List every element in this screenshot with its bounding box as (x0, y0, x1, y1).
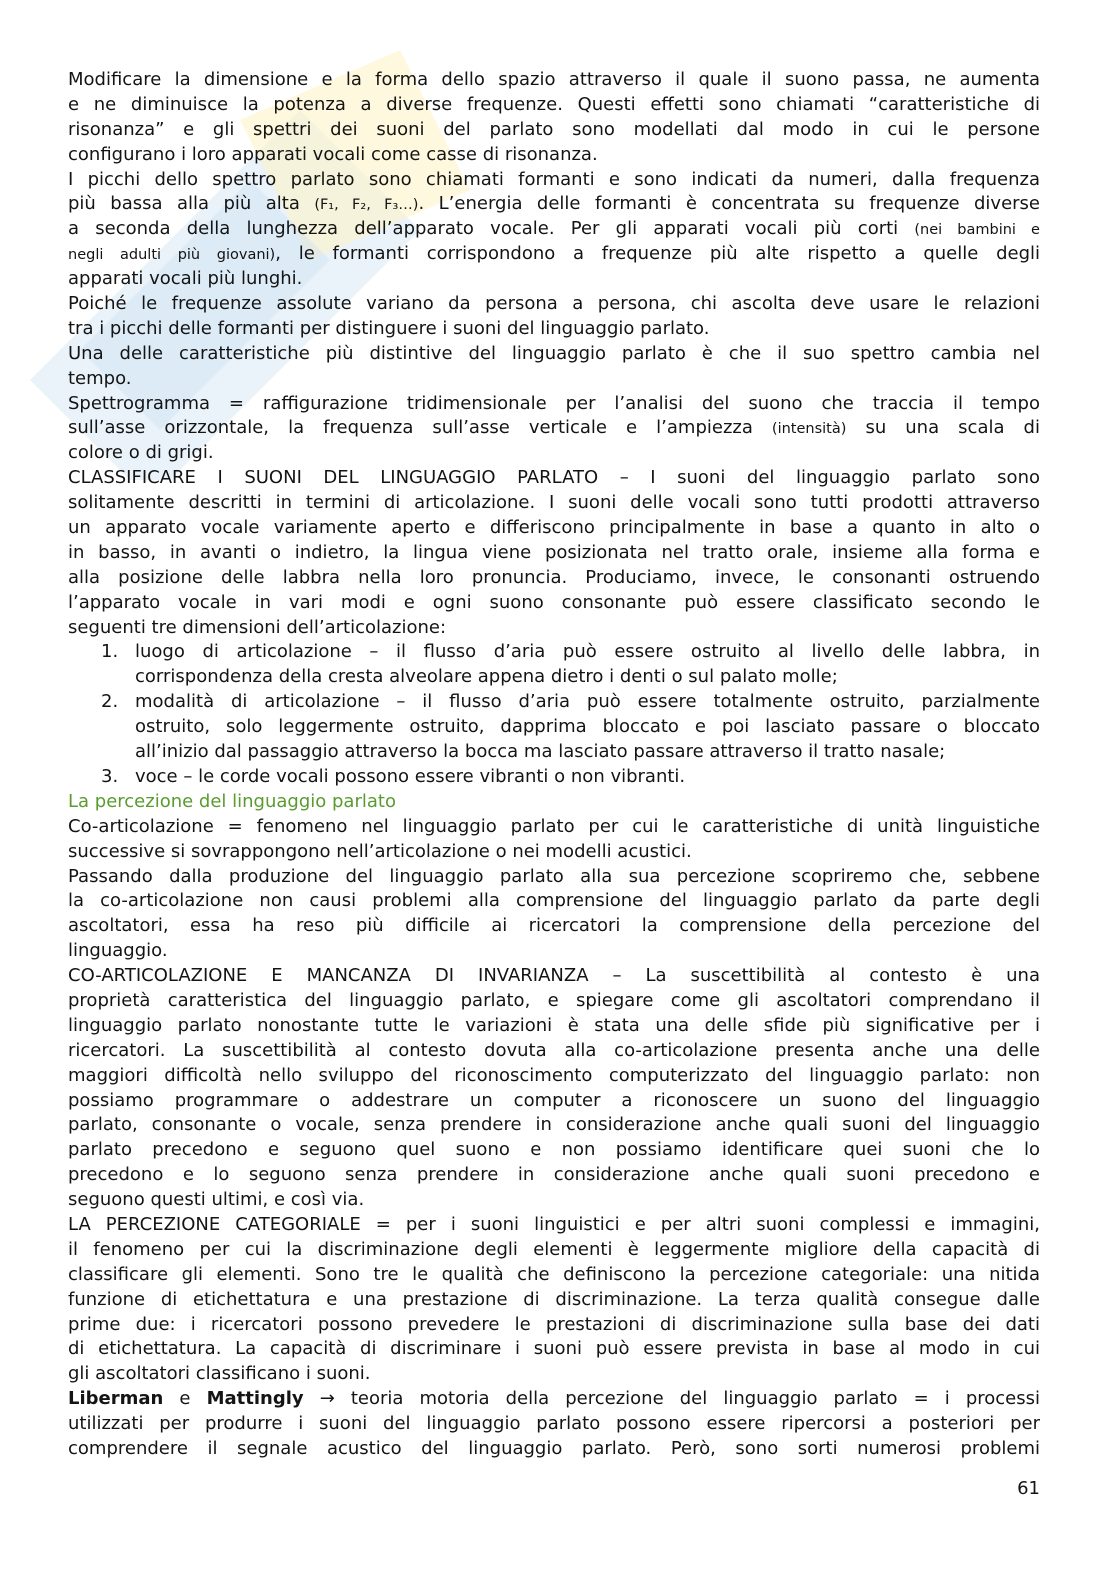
text-line: CLASSIFICARE I SUONI DEL LINGUAGGIO PARLATO – I suoni del linguaggio parlato sono (68, 467, 1040, 489)
text-line: seguenti tre dimensioni dell’articolazione: (68, 616, 447, 638)
section-heading (68, 790, 1040, 815)
list-number: 2. (101, 691, 119, 713)
text-line: utilizzati per produrre i suoni del linguaggio parlato possono essere ripercorsi a posteriori per (68, 1413, 1040, 1435)
text-line: l’apparato vocale in vari modi e ogni suono consonante può essere classificato secondo le (68, 591, 1040, 613)
paragraph (68, 1213, 1040, 1387)
text-line: I picchi dello spettro parlato sono chiamati formanti e sono indicati da numeri, dalla frequenza (68, 168, 1040, 190)
list-item (68, 640, 1040, 690)
text-line (68, 242, 1040, 267)
text-line: il fenomeno per cui la discriminazione degli elementi è leggermente migliore della capacità di (68, 1238, 1040, 1260)
text-line: Spettrogramma = raffigurazione tridimensionale per l’analisi del suono che traccia il tempo (68, 392, 1040, 414)
text-line (68, 416, 1040, 441)
text-segment: , le formanti corrispondono a frequenze più alte rispetto a quelle degli (275, 243, 1040, 265)
text-segment: su una scala di (846, 417, 1040, 439)
small-text: (F₁, F₂, F₃…) (314, 197, 419, 214)
small-text: negli adulti più giovani) (68, 247, 276, 264)
text-line: ricercatori. La suscettibilità al contesto dovuta alla co-articolazione presenta anche una delle (68, 1039, 1040, 1061)
text-segment: . L’energia delle formanti è concentrata su frequenze diverse (418, 193, 1041, 215)
text-line: e ne diminuisce la potenza a diverse frequenze. Questi effetti sono chiamati “caratteristiche di (68, 93, 1040, 115)
text-line: tra i picchi delle formanti per distinguere i suoni del linguaggio parlato. (68, 317, 710, 339)
text-line: prime due: i ricercatori possono prevedere le prestazioni di discriminazione sulla base dei dati (68, 1313, 1040, 1335)
text-line: La percezione del linguaggio parlato (68, 790, 396, 812)
text-line: un apparato vocale variamente aperto e differiscono principalmente in base a quanto in alto o (68, 517, 1040, 539)
paragraph (68, 392, 1040, 467)
text-line: linguaggio parlato nonostante tutte le variazioni è stata una delle sfide più significative per i (68, 1014, 1040, 1036)
text-segment: → teoria motoria della percezione del linguaggio parlato = i processi (303, 1388, 1040, 1410)
text-line: all’inizio dal passaggio attraverso la bocca ma lasciato passare attraverso il tratto nasale; (135, 741, 946, 763)
text-line: risonanza” e gli spettri dei suoni del parlato sono modellati dal modo in cui le persone (68, 118, 1040, 140)
paragraph (68, 342, 1040, 392)
text-segment: e (163, 1388, 207, 1410)
paragraph (68, 68, 1040, 168)
text-line: colore o di grigi. (68, 442, 214, 464)
text-line: maggiori difficoltà nello sviluppo del riconoscimento computerizzato del linguaggio parlato: non (68, 1064, 1040, 1086)
small-text: (intensità) (771, 421, 847, 438)
text-line: linguaggio. (68, 940, 168, 962)
text-line: Passando dalla produzione del linguaggio parlato alla sua percezione scopriremo che, sebbene (68, 865, 1040, 887)
text-line: LA PERCEZIONE CATEGORIALE = per i suoni linguistici e per altri suoni complessi e immagini, (68, 1213, 1040, 1235)
text-line: comprendere il segnale acustico del linguaggio parlato. Però, sono sorti numerosi problemi (68, 1437, 1040, 1459)
text-line: successive si sovrappongono nell’articolazione o nei modelli acustici. (68, 840, 692, 862)
page-number: 61 (1017, 1478, 1040, 1499)
text-line (68, 217, 1040, 242)
text-line: Una delle caratteristiche più distintive del linguaggio parlato è che il suo spettro cambia nel (68, 342, 1040, 364)
text-line: parlato precedono e seguono quel suono e non possiamo identificare quei suoni che lo (68, 1139, 1040, 1161)
paragraph (68, 466, 1040, 640)
text-line: Co-articolazione = fenomeno nel linguaggio parlato per cui le caratteristiche di unità linguistiche (68, 815, 1040, 837)
text-line: classificare gli elementi. Sono tre le qualità che definiscono la percezione categoriale: una nitida (68, 1263, 1040, 1285)
paragraph (68, 168, 1040, 292)
text-line: ascoltatori, essa ha reso più difficile ai ricercatori la comprensione della percezione del (68, 915, 1040, 937)
text-line: alla posizione delle labbra nella loro pronuncia. Produciamo, invece, le consonanti ostruendo (68, 566, 1040, 588)
paragraph (68, 815, 1040, 865)
paragraph (68, 865, 1040, 965)
list-number: 1. (101, 641, 119, 663)
text-line: possiamo programmare o addestrare un computer a riconoscere un suono del linguaggio (68, 1089, 1040, 1111)
text-line: Modificare la dimensione e la forma dello spazio attraverso il quale il suono passa, ne aumenta (68, 69, 1040, 90)
text-line: funzione di etichettatura e una prestazione di discriminazione. La terza qualità consegue dalle (68, 1288, 1040, 1310)
text-segment: sull’asse orizzontale, la frequenza sull’asse verticale e l’ampiezza (68, 417, 772, 439)
paragraph (68, 1387, 1040, 1462)
text-line: seguono questi ultimi, e così via. (68, 1189, 365, 1211)
text-line: CO-ARTICOLAZIONE E MANCANZA DI INVARIANZA – La suscettibilità al contesto è una (68, 965, 1040, 987)
bold-text: Liberman (68, 1388, 164, 1410)
small-text: (nei bambini e (914, 222, 1040, 239)
text-segment: a seconda della lunghezza dell’apparato vocale. Per gli apparati vocali più corti (68, 218, 915, 240)
document-page (68, 68, 1040, 1462)
text-line: di etichettatura. La capacità di discriminare i suoni può essere prevista in base al modo in cui (68, 1338, 1040, 1360)
text-line: la co-articolazione non causi problemi alla comprensione del linguaggio parlato da parte degli (68, 890, 1040, 912)
text-line: parlato, consonante o vocale, senza prendere in considerazione anche quali suoni del linguaggio (68, 1114, 1040, 1136)
bold-text: Mattingly (206, 1388, 304, 1410)
text-line: precedono e lo seguono senza prendere in considerazione anche quali suoni precedono e (68, 1164, 1040, 1186)
text-line: proprietà caratteristica del linguaggio parlato, e spiegare come gli ascoltatori comprendano il (68, 989, 1040, 1011)
text-segment: più bassa alla più alta (68, 193, 315, 215)
text-line (68, 1387, 1040, 1412)
text-line: tempo. (68, 367, 132, 389)
paragraph (68, 964, 1040, 1213)
text-line: luogo di articolazione – il flusso d’aria può essere ostruito al livello delle labbra, in (135, 641, 1040, 663)
list-item (68, 690, 1040, 765)
text-line: solitamente descritti in termini di articolazione. I suoni delle vocali sono tutti prodotti attraverso (68, 492, 1040, 514)
text-line: modalità di articolazione – il flusso d’aria può essere totalmente ostruito, parzialmente (135, 691, 1040, 713)
text-line: voce – le corde vocali possono essere vibranti o non vibranti. (135, 765, 686, 787)
list-item (68, 765, 1040, 790)
text-line: configurano i loro apparati vocali come casse di risonanza. (68, 143, 598, 165)
text-line: corrispondenza della cresta alveolare appena dietro i denti o sul palato molle; (135, 666, 838, 688)
text-line: Poiché le frequenze assolute variano da persona a persona, chi ascolta deve usare le relazioni (68, 293, 1040, 315)
text-line: apparati vocali più lunghi. (68, 268, 303, 290)
paragraph (68, 292, 1040, 342)
text-line: gli ascoltatori classificano i suoni. (68, 1363, 371, 1385)
list-number: 3. (101, 765, 119, 787)
text-line (68, 192, 1040, 217)
text-line: in basso, in avanti o indietro, la lingua viene posizionata nel tratto orale, insieme alla forma e (68, 541, 1040, 563)
text-line: ostruito, solo leggermente ostruito, dapprima bloccato e poi lasciato passare o bloccato (135, 716, 1040, 738)
